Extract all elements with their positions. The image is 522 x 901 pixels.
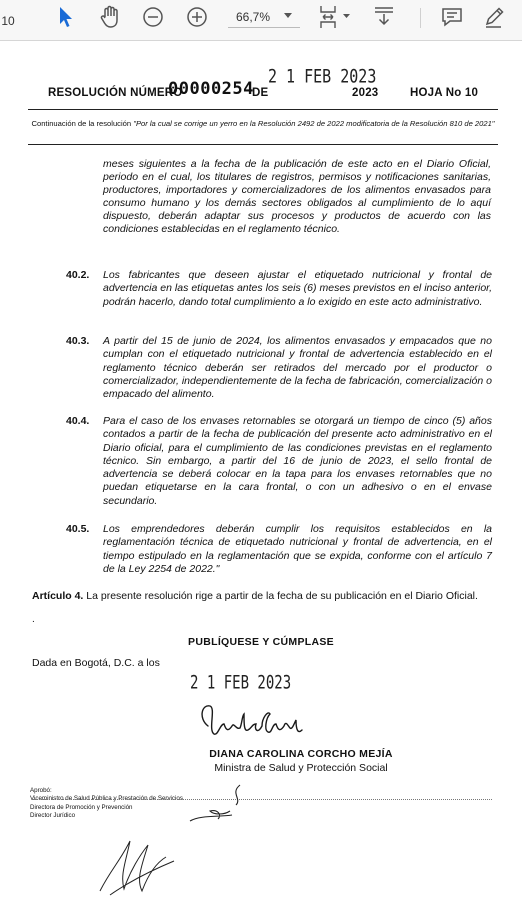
item-number: 40.2. (66, 269, 90, 281)
approver-signature (90, 831, 180, 901)
page-number[interactable]: 10 (1, 14, 15, 28)
approvals-block (30, 787, 183, 820)
item-text: Los fabricantes que deseen ajustar el etiquetado nutricional y frontal de advertencia en las etiquetas antes los seis (6) meses previstos en el inciso anterior, podrán hacerlo, dando total cumplimiento a lo exigido en este acto administrativo. (103, 269, 492, 308)
zoom-in-icon[interactable] (184, 4, 210, 30)
comment-icon[interactable] (438, 4, 466, 30)
list-item (66, 415, 492, 513)
document-page (0, 41, 522, 900)
closing-date-stamp: 2 1 FEB 2023 (190, 673, 292, 694)
continuation-box (28, 109, 498, 145)
item-text: Para el caso de los envases retornables se otorgará un tiempo de cinco (5) años contados a partir de la fecha de publicación del presente acto administrativo en el Diario oficial, para el cumplimiento de las condiciones previstas en el reglamento técnico. Sin embargo, a partir del 16 de junio de 2023, el sello frontal de advertencia se deberá colocar en la tapa para los envases retornables que no puedan etiquetarse en la cara frontal, o con un adhesivo o en el envase secundario. (103, 415, 492, 507)
resolution-number-stamp: 00000254 (168, 79, 254, 99)
article-4 (32, 590, 492, 604)
stray-dot: . (32, 614, 35, 625)
minister-signature (196, 696, 306, 744)
item-text: A partir del 15 de junio de 2024, los alimentos envasados y empacados que no cumplan con el etiquetado nutricional y frontal de advertencia establecido en el reglamento técnico deberán ser retirados del mercado por el productor o comercializador, independientemente de la fecha de fabricación, comercialización o empacado del alimento. (103, 335, 492, 401)
header-date-stamp: 2 1 FEB 2023 (268, 65, 377, 88)
pdf-toolbar (0, 0, 522, 41)
approver-1: Viceministro de Salud Pública y Prestación de Servicios (30, 795, 183, 803)
item-number: 40.5. (66, 523, 90, 535)
fit-page-icon[interactable] (316, 4, 354, 30)
list-item (66, 335, 492, 405)
hand-icon[interactable] (96, 4, 124, 30)
approver-2: Directora de Promoción y Prevención (30, 803, 133, 811)
toolbar-divider (420, 8, 421, 28)
chevron-down-icon (284, 13, 292, 18)
download-icon[interactable] (370, 4, 398, 30)
item-text: Los emprendedores deberán cumplir los requisitos establecidos en la reglamentación técnica de etiquetado nutricional y frontal de advertencia, en el tiempo estipulado en la reglamentación que se expida, conforme con el artículo 7 de la Ley 2254 de 2022." (103, 523, 492, 575)
item-number: 40.3. (66, 335, 90, 347)
item-number: 40.4. (66, 415, 90, 427)
signer-name: DIANA CAROLINA CORCHO MEJÍA (209, 748, 393, 760)
intro-paragraph: meses siguientes a la fecha de la publicación de este acto en el Diario Oficial, periodo en el cual, los titulares de registros, permisos y notificaciones sanitarias, productores, importadores y comercializadores de los alimentos envasados para consumo humano y los demás sectores obligados al cumplimiento de lo aquí dispuesto, deberán adaptar sus procesos y productos de acuerdo con las condiciones establecidas en el reglamento técnico. (103, 158, 491, 235)
zoom-out-icon[interactable] (140, 4, 166, 30)
footer-divider (32, 799, 492, 801)
publiquese-heading: PUBLÍQUESE Y CÚMPLASE (188, 636, 334, 648)
list-item (66, 523, 492, 581)
signer-role: Ministra de Salud y Protección Social (214, 762, 388, 774)
zoom-level-dropdown[interactable] (228, 6, 300, 28)
continuation-prefix: Continuación de la resolución (31, 119, 132, 128)
resolution-year: 2023 (352, 87, 379, 99)
pen-icon[interactable] (480, 4, 508, 30)
resolution-de-label: DE (252, 87, 269, 99)
article-text: La presente resolución rige a partir de la fecha de su publicación en el Diario Oficial. (86, 590, 478, 602)
list-item (66, 269, 492, 325)
given-in-text: Dada en Bogotá, D.C. a los (32, 657, 160, 669)
approvals-label: Aprobó: (30, 787, 52, 794)
resolution-label: RESOLUCIÓN NÚMERO (48, 87, 183, 99)
approver-3: Director Jurídico (30, 811, 76, 819)
article-label: Artículo 4. (32, 590, 84, 602)
select-arrow-icon[interactable] (52, 4, 78, 30)
zoom-level-value: 66,7% (236, 9, 271, 24)
continuation-title: "Por la cual se corrige un yerro en la Resolución 2492 de 2022 modificatoria de la Resolución 810 de 2021" (133, 119, 495, 128)
sheet-number: HOJA No 10 (410, 87, 479, 99)
approver-initials (170, 781, 260, 831)
